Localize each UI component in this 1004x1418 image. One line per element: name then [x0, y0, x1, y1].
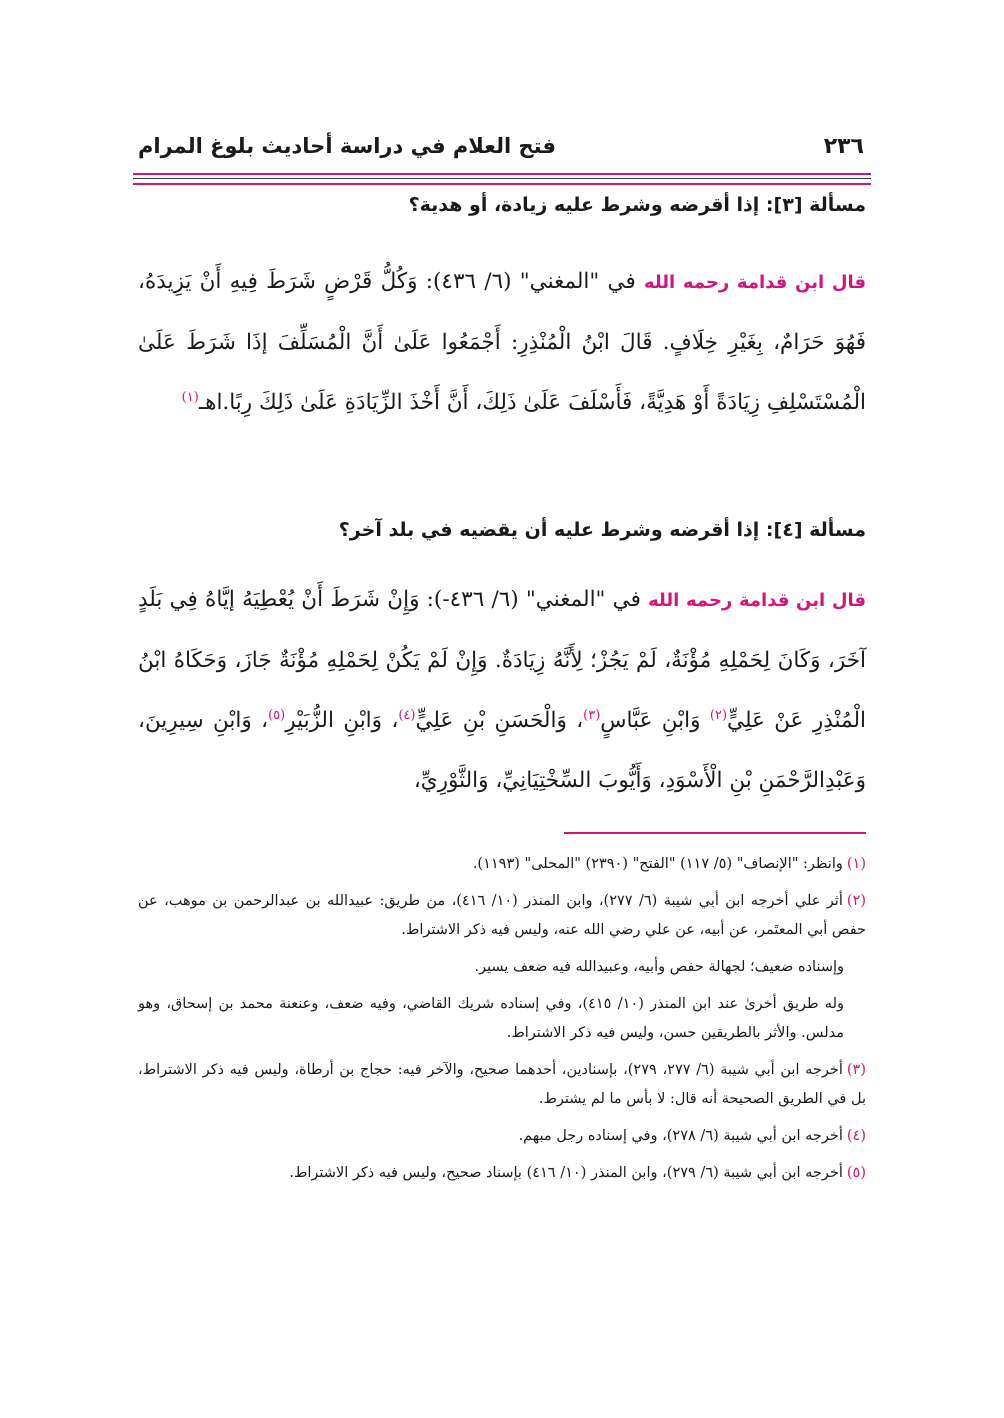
running-header — [138, 128, 864, 164]
issue-4-text-5: ، وَابْنِ سِيرِينَ، وَعَبْدِالرَّحْمَنِ بْنِ الْأَسْوَدِ، وَأَيُّوبَ السِّخْتِيَانِيِّ، وَالثَّوْرِيِّ، — [138, 708, 866, 793]
issue-4-paragraph — [138, 570, 866, 811]
footnote-2-grading: وإسناده ضعيف؛ لجهالة حفص وأبيه، وعبيدالله فيه ضعف يسير. — [474, 959, 844, 975]
header-rule-bottom — [133, 183, 871, 185]
footnote-4 — [138, 1122, 866, 1151]
footnote-ref-4[interactable]: (٤) — [398, 707, 416, 723]
footnote-1 — [138, 850, 866, 879]
footnote-text: وانظر: "الإنصاف" (٥/ ١١٧) "الفتح" (٢٣٩٠) "المحلى" (١١٩٣). — [472, 856, 843, 872]
footnote-text: أخرجه ابن أبي شيبة (٦/ ٢٧٨)، وفي إسناده رجل مبهم. — [518, 1128, 843, 1144]
page-number: ٢٣٦ — [823, 133, 864, 159]
footnote-ref-2[interactable]: (٢) — [709, 707, 728, 723]
header-rule-top — [133, 173, 871, 175]
speaker-label: قال ابن قدامة رحمه الله — [644, 272, 867, 293]
footnote-text: أخرجه ابن أبي شيبة (٦/ ٢٧٩)، وابن المنذر (١٠/ ٤١٦) بإسناد صحيح، وليس فيه ذكر الاشتراط. — [289, 1165, 843, 1181]
footnote-text: أثر علي أخرجه ابن أبي شيبة (٦/ ٢٧٧)، وابن المنذر (١٠/ ٤١٦)، من طريق: عبيدالله بن عبدالرحمن بن موهب، عن حفص أبي المعتَمر، عن أبيه، عن علي رضي الله عنه، وليس فيه ذكر الاشتراط. — [138, 893, 866, 938]
book-title: فتح العلام في دراسة أحاديث بلوغ المرام — [138, 134, 556, 158]
speaker-label: قال ابن قدامة رحمه الله — [648, 590, 866, 611]
issue-3-paragraph — [138, 252, 866, 433]
footnote-2-other-route: وله طريق أخرىٰ عند ابن المنذر (١٠/ ٤١٥)، وفي إسناده شريك القاضي، وفيه ضعف، وعنعنة محمد بن إسحاق، وهو مدلس. والأثر بالطريقين حسن، وليس فيه ذكر الاشتراط. — [138, 996, 845, 1041]
footnote-ref-3[interactable]: (٣) — [583, 707, 601, 723]
footnote-3 — [138, 1056, 866, 1114]
issue-4-heading: مسألة [٤]: إذا أقرضه وشرط عليه أن يقضيه في بلد آخر؟ — [338, 519, 866, 541]
footnote-2 — [138, 887, 866, 945]
issue-4-text-2: وَابْنِ عَبَّاسٍ — [600, 708, 710, 733]
footnote-number: (٥) — [846, 1165, 866, 1181]
issue-4-text-4: ، وَابْنِ الزُّبَيْرِ — [285, 708, 399, 733]
issue-3-heading: مسألة [٣]: إذا أقرضه وشرط عليه زيادة، أو هدية؟ — [408, 194, 866, 216]
issue-4-text-1: في "المغني" (٦/ ٤٣٦-): وَإِنْ شَرَطَ أَنْ يُعْطِيَهُ إيَّاهُ فِي بَلَدٍ آخَرَ، وَكَانَ لِحَمْلِهِ مُؤْنَةٌ، لَمْ يَجُزْ؛ لِأَنَّهُ زِيَادَةٌ. وَإِنْ لَمْ يَكُنْ لِحَمْلِهِ مُؤْنَةٌ جَازَ، وَحَكَاهُ ابْنُ الْمُنْذِرِ عَنْ عَلِيٍّ — [138, 587, 866, 733]
footnote-ref-5[interactable]: (٥) — [268, 707, 286, 723]
footnote-number: (٢) — [846, 893, 867, 909]
footnote-number: (١) — [846, 856, 866, 872]
footnote-number: (٣) — [846, 1062, 867, 1078]
footnote-text: أخرجه ابن أبي شيبة (٦/ ٢٧٧، ٢٧٩)، بإسنادين، أحدهما صحيح، والآخر فيه: حجاج بن أرطاة، وليس فيه ذكر الاشتراط، بل في الطريق الصحيحة أنه قال: لا بأس ما لم يشترط. — [138, 1062, 866, 1107]
footnote-number: (٤) — [846, 1128, 866, 1144]
footnote-separator — [564, 832, 866, 834]
header-rule-middle — [133, 178, 871, 179]
footnotes — [138, 850, 866, 1196]
footnote-5 — [138, 1159, 866, 1188]
issue-4-text-3: ، وَالْحَسَنِ بْنِ عَلِيٍّ — [415, 708, 584, 733]
footnote-ref-1[interactable]: (١) — [181, 389, 199, 405]
issue-3-text: في "المغني" (٦/ ٤٣٦): وَكُلُّ قَرْضٍ شَرَطَ فِيهِ أَنْ يَزِيدَهُ، فَهُوَ حَرَامٌ، بِغَيْرِ خِلَافٍ. قَالَ ابْنُ الْمُنْذِرِ: أَجْمَعُوا عَلَىٰ أَنَّ الْمُسَلِّفَ إذَا شَرَطَ عَلَىٰ الْمُسْتَسْلِفِ زِيَادَةً أَوْ هَدِيَّةً، فَأَسْلَفَ عَلَىٰ ذَلِكَ، أَنَّ أَخْذَ الزِّيَادَةِ عَلَىٰ ذَلِكَ رِبًا.اهـ — [138, 269, 866, 415]
